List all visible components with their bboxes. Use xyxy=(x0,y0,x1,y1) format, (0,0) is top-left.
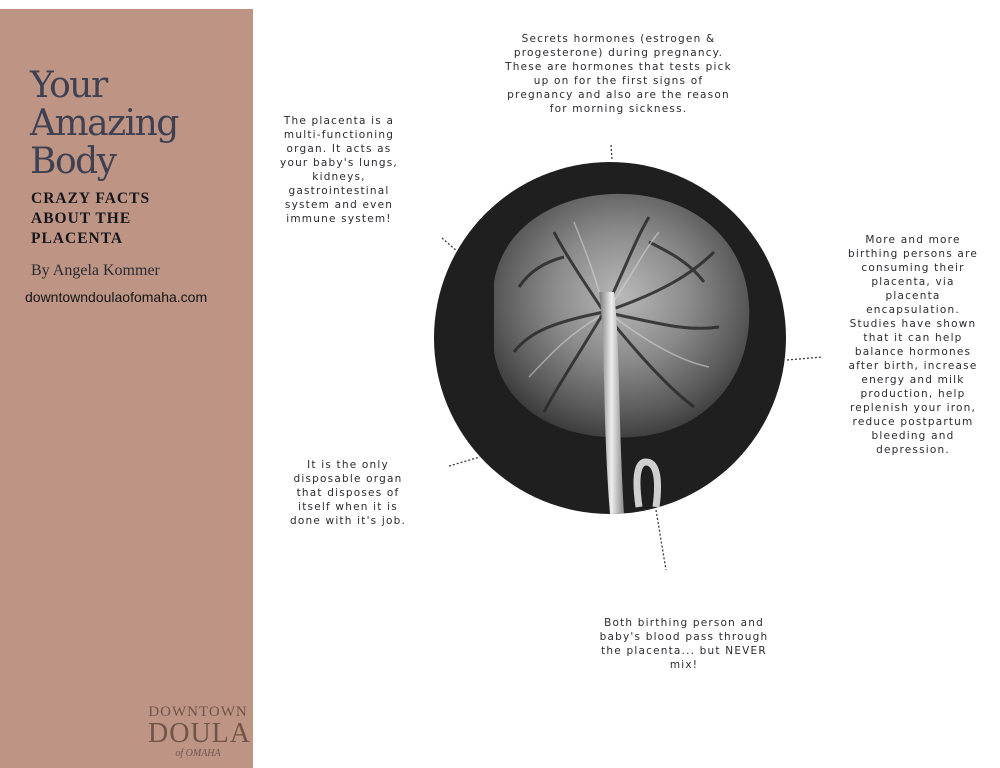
title-line: Amazing xyxy=(30,103,178,144)
fact-hormones: Secrets hormones (estrogen & progesterone) during pregnancy. These are hormones that tests pick up on for the first signs of pregnancy and also are the reason for morning sickness. xyxy=(505,33,732,115)
fact-disposable-organ: It is the only disposable organ that disposes of itself when it is done with it's job. xyxy=(289,459,407,527)
logo-line: DOULA xyxy=(148,718,251,749)
brand-logo xyxy=(148,704,251,760)
website-link[interactable]: downtowndoulaofomaha.com xyxy=(25,289,208,305)
subtitle-line: CRAZY FACTS xyxy=(31,190,151,207)
connector-bottom xyxy=(656,510,666,570)
fact-blood: Both birthing person and baby's blood pass through the placenta... but NEVER mix! xyxy=(599,617,769,671)
title-line: Body xyxy=(30,141,116,182)
author-byline: By Angela Kommer xyxy=(31,262,160,279)
placenta-photo xyxy=(434,162,786,514)
connector-top xyxy=(611,145,612,160)
connector-right xyxy=(787,357,822,360)
logo-line: of OMAHA xyxy=(175,748,221,759)
subtitle-line: PLACENTA xyxy=(31,230,124,247)
page-title xyxy=(30,67,230,181)
page-subtitle xyxy=(31,189,231,249)
title-line: Your xyxy=(30,65,107,106)
logo-line: DOWNTOWN xyxy=(148,704,248,720)
fact-encapsulation: More and more birthing persons are consuming their placenta, via placenta encapsulation. Studies have shown that it can help balance hormones after birth, increase energy and milk production, help replenish your iron, reduce postpartum bleeding and depression. xyxy=(847,234,979,456)
subtitle-line: ABOUT THE xyxy=(31,210,132,227)
sidebar-panel xyxy=(0,9,253,768)
fact-multi-functioning: The placenta is a multi-functioning organ. It acts as your baby's lungs, kidneys, gastrointestinal system and even immune system! xyxy=(280,115,398,225)
